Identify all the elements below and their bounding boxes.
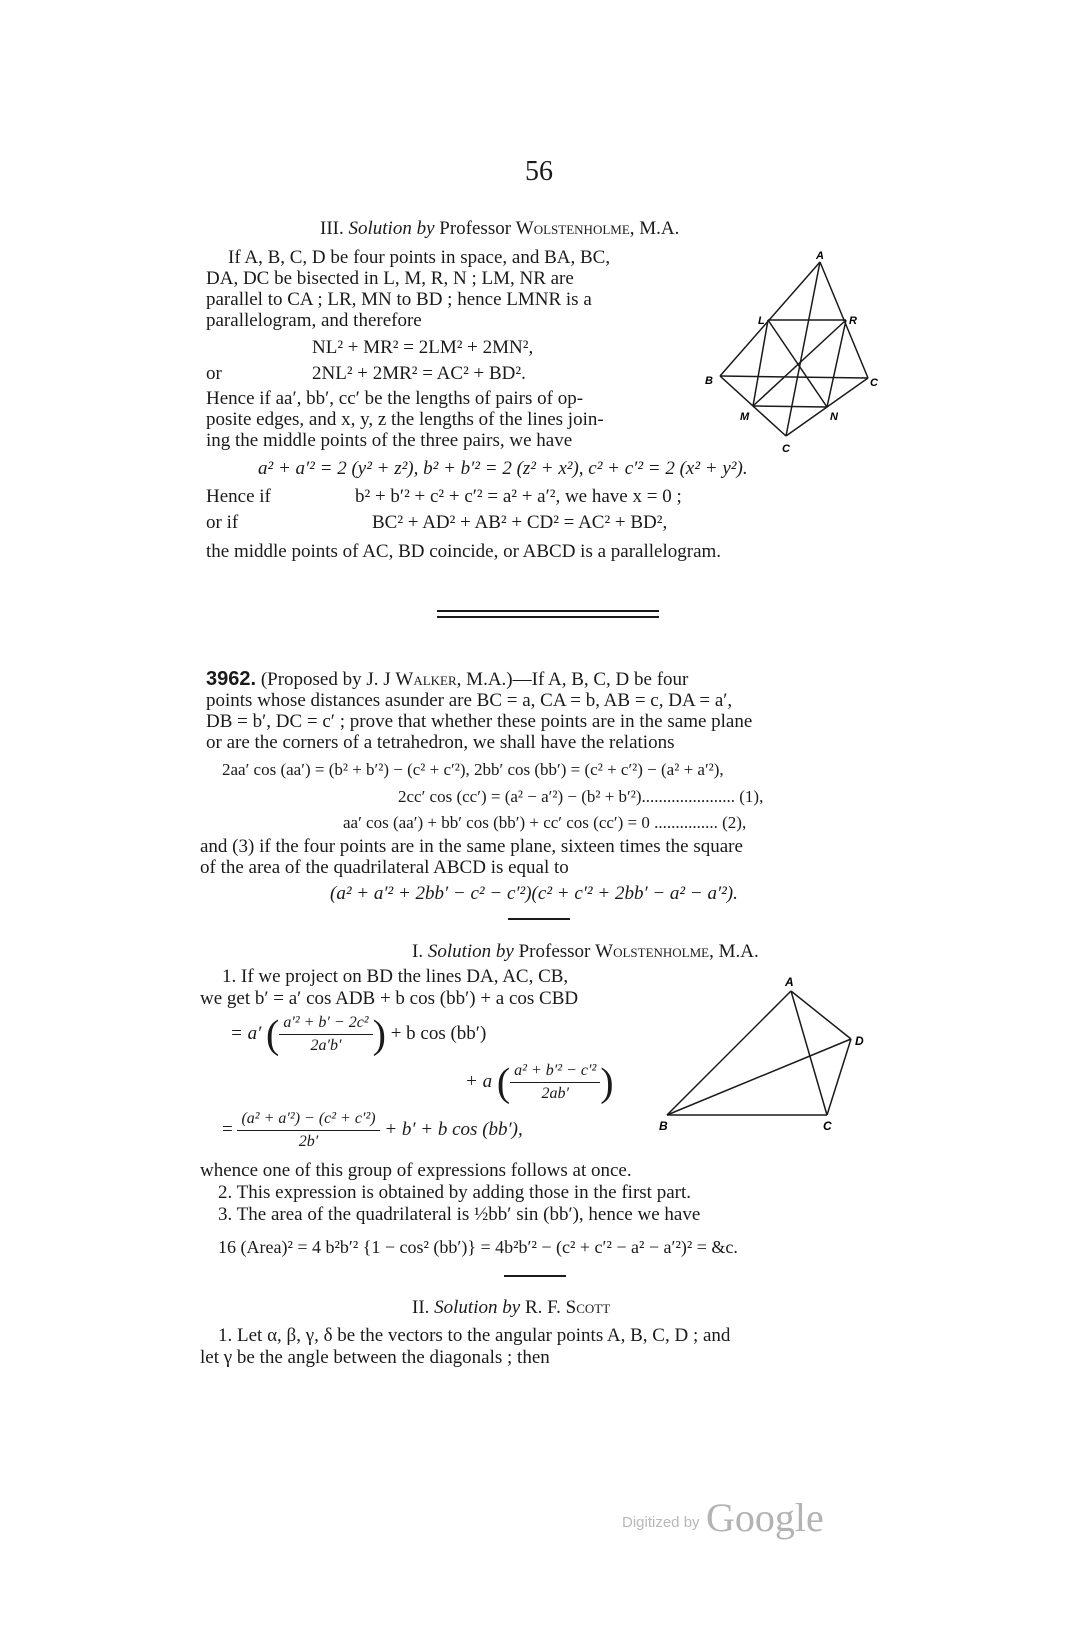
author-name: Wolstenholme: [595, 941, 710, 962]
author-degree: , M.A.: [629, 218, 680, 239]
equation-area: (a² + a′² + 2bb′ − c² − c′²)(c² + c′² + 2bb′ − a² − a′²).: [330, 883, 738, 904]
paragraph-line: 2. This expression is obtained by adding those in the first part.: [218, 1182, 691, 1203]
fraction: [510, 1060, 600, 1105]
author-name: R. F. Scott: [524, 1297, 611, 1318]
paragraph-line: let γ be the angle between the diagonals ; then: [200, 1347, 550, 1368]
equation: a² + a′² = 2 (y² + z²), b² + b′² = 2 (z² + x²), c² + c′² = 2 (x² + y²).: [258, 458, 748, 479]
label-b: B: [705, 375, 713, 387]
separator-double-top: [437, 610, 659, 612]
author-name: Wolstenholme: [515, 218, 630, 239]
paragraph-line: ing the middle points of the three pairs, we have: [206, 430, 573, 451]
open-paren: (: [265, 1011, 280, 1057]
label-n: N: [830, 411, 838, 423]
paragraph-line: DB = b′, DC = c′ ; prove that whether these points are in the same plane: [206, 711, 753, 732]
paragraph-line: Hence if aa′, bb′, cc′ be the lengths of pairs of op-: [206, 388, 584, 409]
question-number: 3962.: [206, 668, 257, 690]
numerator: a′² + b′ − 2c²: [279, 1012, 372, 1035]
equation: 2NL² + 2MR² = AC² + BD².: [312, 363, 526, 384]
edge-dc: [827, 1039, 851, 1115]
eq-prefix: =: [222, 1118, 233, 1140]
solution-number: I.: [412, 941, 424, 962]
line-rn: [827, 320, 846, 407]
label-c: C: [823, 1119, 832, 1133]
label-m: M: [740, 411, 750, 423]
solution-ii-heading: [412, 1297, 610, 1319]
paragraph-line: we get b′ = a′ cos ADB + b cos (bb′) + a cos CBD: [200, 988, 579, 1009]
solution-by: Solution by: [348, 218, 435, 239]
paragraph-line: posite edges, and x, y, z the lengths of the lines join-: [206, 409, 604, 430]
line-mn: [753, 406, 827, 407]
or-label: or: [206, 363, 222, 384]
close-paren: ): [372, 1011, 386, 1057]
paragraph-line: of the area of the quadrilateral ABCD is equal to: [200, 857, 569, 878]
paragraph-line: and (3) if the four points are in the same plane, sixteen times the square: [200, 836, 743, 857]
professor: Professor: [518, 941, 591, 962]
figure-tetrahedron: [700, 250, 890, 460]
label-a: A: [785, 975, 794, 989]
separator-short: [504, 1275, 566, 1277]
diag-ac: [791, 991, 827, 1115]
label-d: D: [855, 1034, 864, 1048]
solution-i-heading: [412, 941, 759, 963]
line-lm: [753, 320, 768, 406]
equation-1: 2cc′ cos (cc′) = (a² − a′²) − (b² + b′²)...................... (1),: [398, 787, 764, 806]
or-if-label: or if: [206, 512, 239, 533]
solution-iii-heading: [320, 218, 679, 240]
figure-quadrilateral: [655, 975, 875, 1135]
label-c: C: [782, 443, 790, 455]
open-paren: (: [496, 1059, 511, 1105]
equation: BC² + AD² + AB² + CD² = AC² + BD²,: [372, 512, 668, 533]
denominator: 2b′: [298, 1133, 319, 1150]
label-c2: C: [870, 377, 878, 389]
paragraph-line: If A, B, C, D be four points in space, and BA, BC,: [228, 247, 611, 268]
question-lead: , M.A.)—If A, B, C, D be four: [456, 669, 689, 690]
paragraph-line: parallelogram, and therefore: [206, 310, 422, 331]
paragraph-line: parallel to CA ; LR, MN to BD ; hence LMNR is a: [206, 289, 592, 310]
paragraph-line: DA, DC be bisected in L, M, R, N ; LM, NR are: [206, 268, 574, 289]
paragraph-line: 1. If we project on BD the lines DA, AC, CB,: [222, 966, 569, 987]
equation-step-b: [465, 1060, 614, 1105]
page-number: 56: [525, 156, 553, 187]
equation: 2aa′ cos (aa′) = (b² + b′²) − (c² + c′²), 2bb′ cos (bb′) = (c² + c′²) − (a² + a′²),: [222, 760, 724, 779]
paragraph-line: the middle points of AC, BD coincide, or ABCD is a parallelogram.: [206, 541, 722, 562]
eq-prefix: + a: [465, 1070, 493, 1092]
digitized-by-label: Digitized by: [622, 1514, 700, 1531]
label-b: B: [659, 1119, 668, 1133]
professor: Professor: [439, 218, 512, 239]
paragraph-line: or are the corners of a tetrahedron, we shall have the relations: [206, 732, 675, 753]
separator-double-bottom: [437, 616, 659, 618]
paragraph-line: 3. The area of the quadrilateral is ½bb′ sin (bb′), hence we have: [218, 1204, 701, 1225]
solution-by: Solution by: [427, 941, 514, 962]
close-paren: ): [600, 1059, 614, 1105]
separator-short: [508, 918, 570, 920]
solution-by: Solution by: [434, 1297, 521, 1318]
line-rm: [753, 320, 846, 406]
fraction: [279, 1012, 372, 1057]
equation-area-final: 16 (Area)² = 4 b²b′² {1 − cos² (bb′)} = 4b²b′² − (c² + c′² − a² − a′²)² = &c.: [218, 1237, 738, 1257]
label-r: R: [849, 315, 857, 327]
hence-label: Hence if: [206, 486, 271, 507]
google-logo: Google: [706, 1495, 824, 1540]
eq-suffix: + b cos (bb′): [390, 1022, 487, 1044]
solution-number: II.: [412, 1297, 430, 1318]
edge-ba: [667, 991, 791, 1115]
denominator: 2a′b′: [310, 1037, 342, 1054]
proposer-name: Walker: [395, 669, 457, 690]
equation-step-a: [230, 1012, 486, 1057]
eq-prefix: = a′: [230, 1022, 262, 1044]
numerator: a² + b′² − c′²: [510, 1060, 600, 1083]
equation-2: aa′ cos (aa′) + bb′ cos (bb′) + cc′ cos (cc′) = 0 ............... (2),: [343, 813, 747, 832]
paragraph-line: 1. Let α, β, γ, δ be the vectors to the angular points A, B, C, D ; and: [218, 1325, 731, 1346]
edge-ad: [791, 991, 851, 1039]
paragraph-line: whence one of this group of expressions follows at once.: [200, 1160, 632, 1181]
line-ln: [768, 320, 827, 407]
fraction: [237, 1108, 379, 1153]
proposed-by: (Proposed by J. J: [260, 669, 391, 690]
equation: NL² + MR² = 2LM² + 2MN²,: [312, 337, 534, 358]
edge-bd: [720, 376, 868, 378]
equation: b² + b′² + c² + c′² = a² + a′², we have x = 0 ;: [355, 486, 682, 507]
denominator: 2ab′: [541, 1085, 569, 1102]
numerator: (a² + a′²) − (c² + c′²): [237, 1108, 379, 1131]
solution-number: III.: [320, 218, 344, 239]
label-l: L: [758, 315, 765, 327]
author-degree: , M.A.: [709, 941, 759, 962]
label-a: A: [816, 250, 824, 262]
paragraph-line: points whose distances asunder are BC = a, CA = b, AB = c, DA = a′,: [206, 690, 733, 711]
question-header: [206, 668, 688, 691]
equation-step-c: [222, 1108, 523, 1153]
eq-suffix: + b′ + b cos (bb′),: [384, 1118, 523, 1140]
